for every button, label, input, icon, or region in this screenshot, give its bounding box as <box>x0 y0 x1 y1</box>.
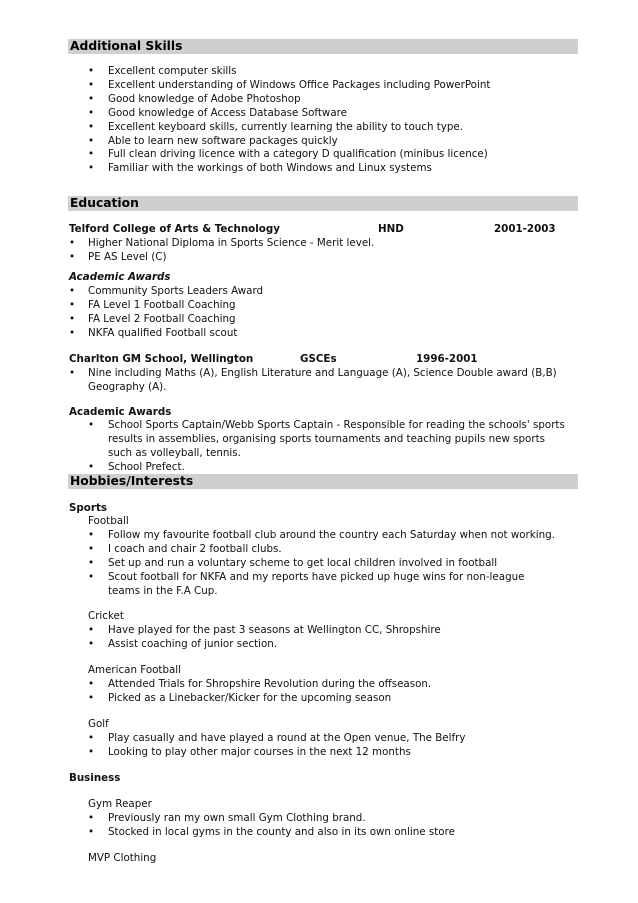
skills-list <box>88 65 588 176</box>
list-item: • Full clean driving licence with a category D qualification (minibus licence) <box>88 148 588 162</box>
education-heading: Education <box>68 196 578 211</box>
business-name: MVP Clothing <box>88 852 157 864</box>
college-list <box>69 237 569 265</box>
college-qualification: HND <box>378 223 404 235</box>
list-item: • Able to learn new software packages quickly <box>88 135 588 149</box>
college-awards-list <box>69 285 569 341</box>
american-football-list <box>88 678 588 706</box>
list-item: • I coach and chair 2 football clubs. <box>88 543 588 557</box>
sports-title: Sports <box>69 502 107 514</box>
list-item: • Attended Trials for Shropshire Revolution during the offseason. <box>88 678 588 692</box>
list-item: • Set up and run a voluntary scheme to get local children involved in football <box>88 557 588 571</box>
school-row <box>69 353 569 367</box>
list-item: • Picked as a Linebacker/Kicker for the upcoming season <box>88 692 588 706</box>
school-years: 1996-2001 <box>416 353 478 365</box>
list-item: • FA Level 1 Football Coaching <box>69 299 569 313</box>
list-item: • Community Sports Leaders Award <box>69 285 569 299</box>
list-item: • School Prefect. <box>88 461 572 475</box>
list-item: • Excellent keyboard skills, currently learning the ability to touch type. <box>88 121 588 135</box>
business-title: Business <box>69 772 121 784</box>
school-awards-title: Academic Awards <box>69 406 172 418</box>
sport-name: Golf <box>88 718 109 730</box>
list-item: • Good knowledge of Access Database Software <box>88 107 588 121</box>
list-item: • Follow my favourite football club around the country each Saturday when not working. <box>88 529 588 543</box>
list-item: • Scout football for NKFA and my reports have picked up huge wins for non-league teams in the F.A Cup. <box>88 571 548 599</box>
list-item: • NKFA qualified Football scout <box>69 327 569 341</box>
list-item: • School Sports Captain/Webb Sports Captain - Responsible for reading the schools' sports results in assemblies, organising sports tournaments and teaching pupils new sports such as volleyball, tennis. <box>88 419 572 461</box>
list-item: • Previously ran my own small Gym Clothing brand. <box>88 812 588 826</box>
golf-list <box>88 732 588 760</box>
sport-name: American Football <box>88 664 182 676</box>
sport-name: Football <box>88 515 129 527</box>
school-name: Charlton GM School, Wellington <box>69 353 254 365</box>
business-name: Gym Reaper <box>88 798 152 810</box>
list-item: • Familiar with the workings of both Windows and Linux systems <box>88 162 588 176</box>
list-item: • Nine including Maths (A), English Literature and Language (A), Science Double award (B,B) Geography (A). <box>69 367 574 395</box>
list-item: • Play casually and have played a round at the Open venue, The Belfry <box>88 732 588 746</box>
list-item: • Have played for the past 3 seasons at Wellington CC, Shropshire <box>88 624 588 638</box>
college-years: 2001-2003 <box>494 223 556 235</box>
list-item: • Good knowledge of Adobe Photoshop <box>88 93 588 107</box>
cricket-list <box>88 624 588 652</box>
list-item: • FA Level 2 Football Coaching <box>69 313 569 327</box>
list-item: • Excellent computer skills <box>88 65 588 79</box>
college-awards-title: Academic Awards <box>69 271 171 283</box>
list-item: • Higher National Diploma in Sports Science - Merit level. <box>69 237 569 251</box>
list-item: • Looking to play other major courses in the next 12 months <box>88 746 588 760</box>
school-qualification: GSCEs <box>300 353 337 365</box>
college-name: Telford College of Arts & Technology <box>69 223 280 235</box>
football-list <box>88 529 588 599</box>
list-item: • Excellent understanding of Windows Office Packages including PowerPoint <box>88 79 588 93</box>
gym-reaper-list <box>88 812 588 840</box>
hobbies-heading: Hobbies/Interests <box>68 474 578 489</box>
school-awards-list <box>88 419 572 475</box>
school-list <box>69 367 574 395</box>
list-item: • Stocked in local gyms in the county and also in its own online store <box>88 826 588 840</box>
college-row <box>69 223 569 237</box>
list-item: • PE AS Level (C) <box>69 251 569 265</box>
sport-name: Cricket <box>88 610 124 622</box>
additional-skills-heading: Additional Skills <box>68 39 578 54</box>
list-item: • Assist coaching of junior section. <box>88 638 588 652</box>
